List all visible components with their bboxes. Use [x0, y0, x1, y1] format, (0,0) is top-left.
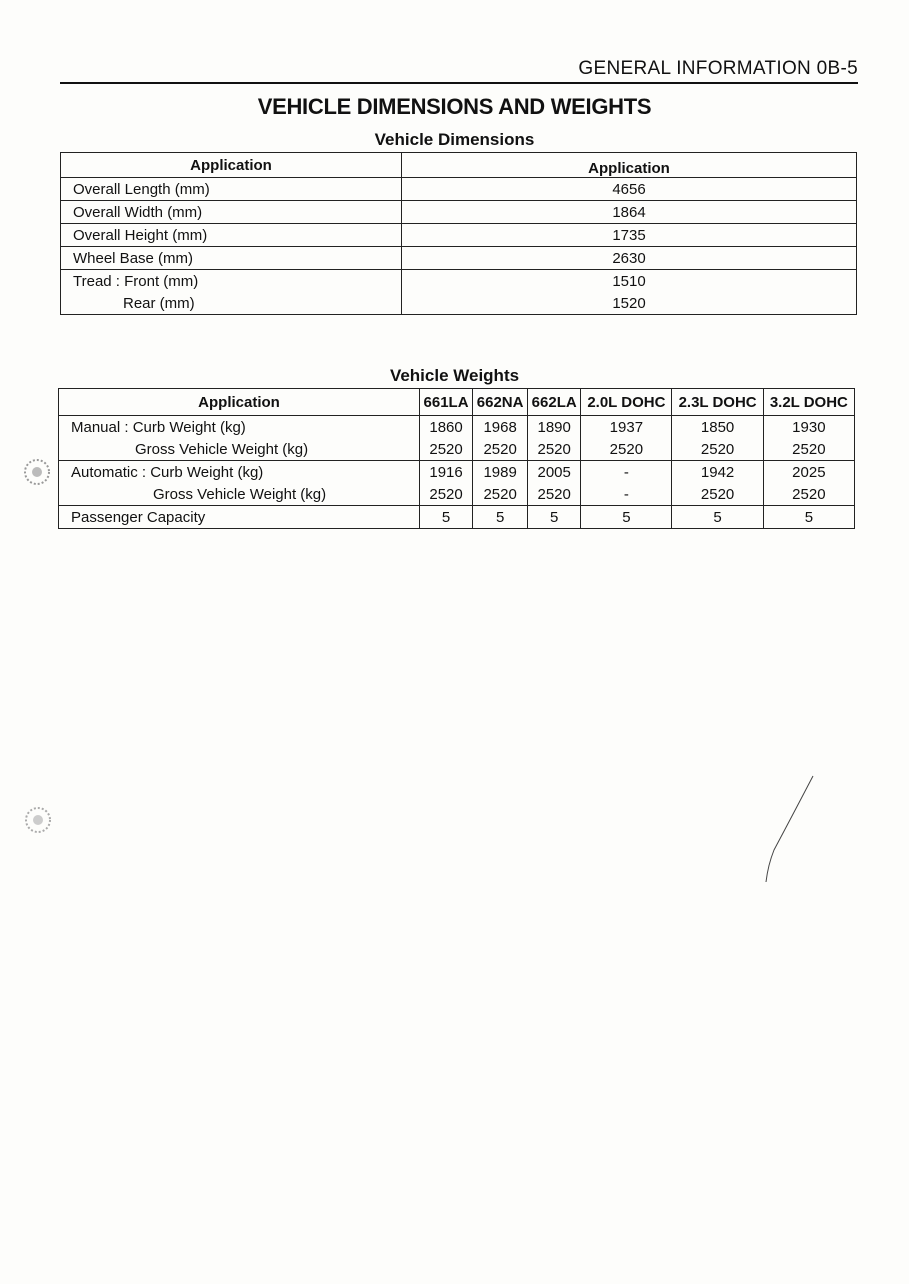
table-header-row: [61, 153, 857, 178]
page-title: VEHICLE DIMENSIONS AND WEIGHTS: [257, 94, 652, 119]
cell-value: 1968: [473, 416, 528, 439]
row-value: 1864: [402, 201, 857, 224]
weights-table: [58, 388, 855, 529]
cell-value: 1937: [581, 416, 672, 439]
cell-value: 2025: [763, 461, 854, 484]
table-row: [61, 292, 857, 315]
cell-value: 2520: [473, 438, 528, 461]
cell-value: 5: [528, 506, 581, 529]
table-row: [59, 506, 855, 529]
row-value: 1520: [402, 292, 857, 315]
cell-value: 2520: [672, 483, 763, 506]
row-label: Overall Height (mm): [61, 224, 402, 247]
cell-value: 2005: [528, 461, 581, 484]
column-header: Application: [402, 153, 857, 178]
header-text: GENERAL INFORMATION 0B-5: [578, 58, 858, 79]
table-row: [61, 178, 857, 201]
pen-stroke-mark: [760, 770, 820, 890]
row-label: Gross Vehicle Weight (kg): [59, 483, 420, 506]
row-value: 4656: [402, 178, 857, 201]
cell-value: 1860: [420, 416, 473, 439]
cell-value: 5: [672, 506, 763, 529]
cell-value: 5: [581, 506, 672, 529]
row-label: Wheel Base (mm): [61, 247, 402, 270]
table-header-row: [59, 389, 855, 416]
cell-value: 2520: [763, 483, 854, 506]
page-header: [60, 58, 858, 84]
cell-value: 2520: [420, 438, 473, 461]
dimensions-subtitle: Vehicle Dimensions: [374, 130, 535, 149]
column-header: 662NA: [473, 389, 528, 416]
cell-value: 1989: [473, 461, 528, 484]
cell-value: 1930: [763, 416, 854, 439]
row-value: 1735: [402, 224, 857, 247]
cell-value: 5: [420, 506, 473, 529]
column-header: Application: [59, 389, 420, 416]
cell-value: 1942: [672, 461, 763, 484]
column-header: 2.0L DOHC: [581, 389, 672, 416]
cell-value: 2520: [672, 438, 763, 461]
punch-hole-mark: [18, 800, 58, 840]
table-row: [59, 483, 855, 506]
row-label: Overall Length (mm): [61, 178, 402, 201]
cell-value: 2520: [528, 438, 581, 461]
column-header: 3.2L DOHC: [763, 389, 854, 416]
cell-value: -: [581, 461, 672, 484]
table-row: [61, 201, 857, 224]
dimensions-table: [60, 152, 857, 315]
table-row: [61, 224, 857, 247]
column-header: 662LA: [528, 389, 581, 416]
cell-value: -: [581, 483, 672, 506]
column-header: Application: [61, 153, 402, 178]
column-header: 661LA: [420, 389, 473, 416]
cell-value: 1890: [528, 416, 581, 439]
table-row: [59, 461, 855, 484]
table-row: [59, 416, 855, 439]
row-value: 2630: [402, 247, 857, 270]
row-label: Overall Width (mm): [61, 201, 402, 224]
row-value: 1510: [402, 270, 857, 293]
cell-value: 2520: [763, 438, 854, 461]
table-row: [59, 438, 855, 461]
weights-subtitle: Vehicle Weights: [389, 366, 520, 385]
row-label: Gross Vehicle Weight (kg): [59, 438, 420, 461]
cell-value: 2520: [528, 483, 581, 506]
cell-value: 1850: [672, 416, 763, 439]
cell-value: 2520: [473, 483, 528, 506]
cell-value: 1916: [420, 461, 473, 484]
row-label: Tread : Front (mm): [61, 270, 402, 293]
table-row: [61, 270, 857, 293]
cell-value: 2520: [420, 483, 473, 506]
row-label: Automatic : Curb Weight (kg): [59, 461, 420, 484]
punch-hole-mark: [20, 452, 54, 492]
column-header: 2.3L DOHC: [672, 389, 763, 416]
table-row: [61, 247, 857, 270]
row-label: Passenger Capacity: [59, 506, 420, 529]
cell-value: 2520: [581, 438, 672, 461]
row-label: Manual : Curb Weight (kg): [59, 416, 420, 439]
row-label: Rear (mm): [61, 292, 402, 315]
cell-value: 5: [763, 506, 854, 529]
cell-value: 5: [473, 506, 528, 529]
